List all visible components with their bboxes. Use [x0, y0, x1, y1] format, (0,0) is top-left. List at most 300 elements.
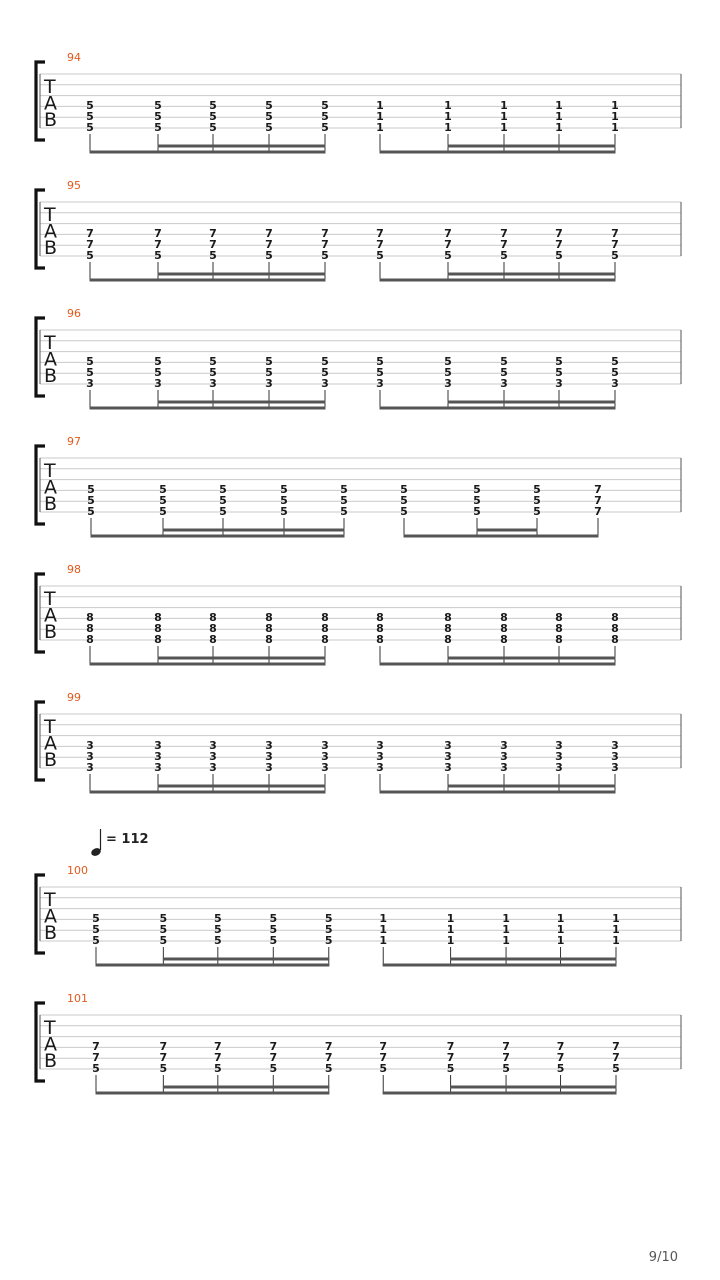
fret-number: 7 [376, 238, 384, 251]
fret-number: 8 [209, 633, 217, 646]
fret-number: 5 [214, 1062, 222, 1075]
measure-number: 101 [67, 992, 88, 1005]
fret-number: 5 [473, 494, 481, 507]
fret-number: 8 [376, 611, 384, 624]
beam [90, 151, 326, 154]
fret-number: 7 [611, 238, 619, 251]
tempo-value: = 112 [106, 832, 149, 847]
measure-number: 96 [67, 307, 81, 320]
fret-number: 3 [611, 761, 619, 774]
fret-number: 5 [92, 923, 100, 936]
fret-number: 5 [321, 110, 329, 123]
fret-number: 7 [214, 1040, 222, 1053]
fret-number: 3 [154, 377, 162, 390]
beam [96, 964, 330, 967]
fret-number: 1 [555, 121, 563, 134]
fret-number: 5 [533, 483, 541, 496]
tab-clef-letter: T [44, 716, 56, 738]
measure-number: 95 [67, 179, 81, 192]
fret-number: 1 [611, 121, 619, 134]
fret-number: 5 [92, 1062, 100, 1075]
fret-number: 3 [154, 761, 162, 774]
fret-number: 7 [209, 227, 217, 240]
fret-number: 5 [533, 494, 541, 507]
fret-number: 3 [209, 750, 217, 763]
fret-number: 5 [154, 366, 162, 379]
fret-number: 5 [159, 1062, 168, 1075]
fret-number: 7 [444, 227, 452, 240]
tab-clef-letter: B [44, 621, 58, 643]
fret-number: 5 [340, 483, 348, 496]
fret-number: 1 [612, 923, 620, 936]
fret-number: 5 [159, 934, 168, 947]
fret-number: 7 [612, 1051, 620, 1064]
fret-number: 8 [500, 622, 508, 635]
fret-number: 5 [376, 366, 384, 379]
tab-system [36, 179, 681, 282]
fret-number: 5 [340, 505, 348, 518]
fret-number: 5 [159, 912, 168, 925]
fret-number: 3 [500, 739, 508, 752]
fret-number: 5 [321, 355, 329, 368]
fret-number: 3 [86, 761, 94, 774]
fret-number: 3 [265, 377, 273, 390]
fret-number: 5 [265, 99, 273, 112]
fret-number: 5 [280, 494, 288, 507]
fret-number: 8 [321, 633, 329, 646]
fret-number: 7 [86, 238, 94, 251]
fret-number: 3 [154, 739, 162, 752]
fret-number: 1 [556, 912, 565, 925]
beam [477, 529, 538, 532]
fret-number: 7 [321, 227, 329, 240]
fret-number: 8 [209, 622, 217, 635]
fret-number: 5 [400, 494, 408, 507]
fret-number: 7 [379, 1051, 388, 1064]
fret-number: 1 [500, 99, 508, 112]
tab-clef-letter: B [44, 749, 58, 771]
fret-number: 7 [92, 1051, 100, 1064]
fret-number: 3 [376, 377, 384, 390]
fret-number: 5 [269, 923, 278, 936]
fret-number: 7 [209, 238, 217, 251]
fret-number: 7 [154, 238, 162, 251]
fret-number: 5 [324, 934, 333, 947]
fret-number: 1 [502, 923, 510, 936]
fret-number: 8 [611, 622, 619, 635]
fret-number: 5 [555, 366, 563, 379]
fret-number: 1 [379, 923, 388, 936]
beam [163, 1086, 329, 1089]
fret-number: 3 [265, 739, 273, 752]
fret-number: 7 [269, 1051, 278, 1064]
fret-number: 1 [555, 99, 563, 112]
fret-number: 7 [444, 238, 452, 251]
measure-number: 100 [67, 864, 88, 877]
fret-number: 5 [92, 934, 100, 947]
fret-number: 5 [265, 121, 273, 134]
beam [158, 273, 326, 276]
fret-number: 5 [86, 110, 94, 123]
fret-number: 1 [500, 121, 508, 134]
fret-number: 1 [555, 110, 563, 123]
fret-number: 5 [92, 912, 100, 925]
fret-number: 1 [611, 99, 619, 112]
tab-system [36, 307, 681, 410]
fret-number: 7 [555, 227, 563, 240]
fret-number: 5 [500, 355, 508, 368]
fret-number: 3 [444, 750, 452, 763]
fret-number: 8 [321, 611, 329, 624]
fret-number: 7 [265, 238, 273, 251]
fret-number: 1 [446, 923, 455, 936]
fret-number: 1 [612, 912, 620, 925]
fret-number: 8 [611, 633, 619, 646]
beam [163, 958, 329, 961]
fret-number: 5 [376, 249, 384, 262]
fret-number: 7 [446, 1051, 455, 1064]
fret-number: 5 [400, 505, 408, 518]
beam [90, 791, 326, 794]
fret-number: 1 [376, 99, 384, 112]
fret-number: 1 [611, 110, 619, 123]
measure-number: 97 [67, 435, 81, 448]
tab-system [36, 992, 681, 1095]
fret-number: 3 [265, 750, 273, 763]
fret-number: 3 [376, 761, 384, 774]
tempo-marking [90, 829, 149, 857]
fret-number: 5 [86, 249, 94, 262]
fret-number: 7 [502, 1040, 510, 1053]
fret-number: 7 [214, 1051, 222, 1064]
fret-number: 8 [444, 611, 452, 624]
fret-number: 8 [555, 633, 563, 646]
fret-number: 7 [324, 1040, 333, 1053]
fret-number: 5 [265, 366, 273, 379]
tab-clef-letter: T [44, 332, 56, 354]
fret-number: 5 [324, 912, 333, 925]
fret-number: 5 [611, 366, 619, 379]
fret-number: 3 [555, 761, 563, 774]
fret-number: 3 [86, 739, 94, 752]
tab-clef-letter: T [44, 204, 56, 226]
measure-number: 94 [67, 51, 81, 64]
fret-number: 7 [324, 1051, 333, 1064]
beam [158, 657, 326, 660]
fret-number: 5 [214, 923, 222, 936]
fret-number: 8 [500, 611, 508, 624]
tab-clef-letter: B [44, 237, 58, 259]
fret-number: 3 [209, 739, 217, 752]
fret-number: 5 [556, 1062, 565, 1075]
fret-number: 5 [154, 99, 162, 112]
fret-number: 5 [324, 1062, 333, 1075]
tab-clef-letter: A [44, 1033, 57, 1056]
fret-number: 5 [444, 366, 452, 379]
fret-number: 5 [444, 249, 452, 262]
fret-number: 5 [265, 249, 273, 262]
fret-number: 1 [502, 934, 510, 947]
fret-number: 8 [376, 633, 384, 646]
fret-number: 8 [376, 622, 384, 635]
fret-number: 8 [154, 611, 162, 624]
tab-clef-letter: A [44, 476, 57, 499]
fret-number: 7 [594, 494, 602, 507]
fret-number: 1 [556, 934, 565, 947]
fret-number: 5 [87, 494, 95, 507]
fret-number: 5 [265, 355, 273, 368]
fret-number: 8 [209, 611, 217, 624]
beam [163, 529, 345, 532]
fret-number: 8 [500, 633, 508, 646]
fret-number: 5 [86, 99, 94, 112]
fret-number: 5 [473, 505, 481, 518]
fret-number: 8 [444, 622, 452, 635]
tab-system [36, 51, 681, 154]
fret-number: 3 [321, 377, 329, 390]
tab-clef-letter: T [44, 588, 56, 610]
beam [383, 964, 617, 967]
fret-number: 7 [594, 505, 602, 518]
tab-clef-letter: A [44, 220, 57, 243]
fret-number: 1 [444, 99, 452, 112]
beam [404, 535, 599, 538]
fret-number: 8 [265, 622, 273, 635]
fret-number: 7 [86, 227, 94, 240]
fret-number: 7 [500, 227, 508, 240]
fret-number: 5 [154, 121, 162, 134]
fret-number: 5 [159, 505, 167, 518]
fret-number: 5 [500, 366, 508, 379]
fret-number: 5 [321, 121, 329, 134]
fret-number: 3 [321, 761, 329, 774]
fret-number: 3 [555, 377, 563, 390]
fret-number: 3 [86, 377, 94, 390]
tab-clef-letter: A [44, 604, 57, 627]
fret-number: 5 [612, 1062, 620, 1075]
fret-number: 5 [154, 355, 162, 368]
tab-clef-letter: A [44, 348, 57, 371]
fret-number: 5 [87, 483, 95, 496]
fret-number: 1 [446, 934, 455, 947]
fret-number: 3 [86, 750, 94, 763]
tab-system [36, 691, 681, 794]
fret-number: 3 [376, 739, 384, 752]
tab-clef-letter: T [44, 889, 56, 911]
tab-clef-letter: A [44, 905, 57, 928]
fret-number: 8 [154, 622, 162, 635]
fret-number: 8 [321, 622, 329, 635]
fret-number: 1 [379, 934, 388, 947]
fret-number: 8 [86, 622, 94, 635]
fret-number: 3 [444, 739, 452, 752]
beam [90, 407, 326, 410]
fret-number: 1 [444, 110, 452, 123]
fret-number: 5 [219, 505, 227, 518]
tab-clef-letter: T [44, 1017, 56, 1039]
fret-number: 8 [154, 633, 162, 646]
fret-number: 5 [154, 249, 162, 262]
fret-number: 1 [612, 934, 620, 947]
fret-number: 5 [87, 505, 95, 518]
fret-number: 5 [159, 483, 167, 496]
fret-number: 5 [159, 923, 168, 936]
fret-number: 5 [269, 1062, 278, 1075]
beam [158, 401, 326, 404]
fret-number: 5 [321, 249, 329, 262]
fret-number: 3 [265, 761, 273, 774]
fret-number: 5 [209, 249, 217, 262]
fret-number: 5 [209, 99, 217, 112]
fret-number: 7 [265, 227, 273, 240]
fret-number: 5 [219, 494, 227, 507]
fret-number: 3 [555, 750, 563, 763]
fret-number: 5 [324, 923, 333, 936]
fret-number: 5 [214, 934, 222, 947]
fret-number: 5 [209, 366, 217, 379]
fret-number: 7 [556, 1051, 565, 1064]
fret-number: 5 [219, 483, 227, 496]
tab-clef-letter: B [44, 493, 58, 515]
fret-number: 5 [340, 494, 348, 507]
measure-number: 99 [67, 691, 81, 704]
fret-number: 3 [154, 750, 162, 763]
fret-number: 5 [473, 483, 481, 496]
tab-system [36, 563, 681, 666]
tab-clef-letter: B [44, 109, 58, 131]
beam [158, 785, 326, 788]
fret-number: 7 [556, 1040, 565, 1053]
fret-number: 1 [376, 121, 384, 134]
fret-number: 3 [611, 377, 619, 390]
fret-number: 1 [379, 912, 388, 925]
fret-number: 3 [500, 761, 508, 774]
fret-number: 1 [376, 110, 384, 123]
fret-number: 5 [611, 249, 619, 262]
tab-clef-letter: T [44, 76, 56, 98]
fret-number: 1 [500, 110, 508, 123]
fret-number: 3 [444, 761, 452, 774]
fret-number: 5 [86, 121, 94, 134]
fret-number: 7 [555, 238, 563, 251]
fret-number: 3 [444, 377, 452, 390]
fret-number: 5 [502, 1062, 510, 1075]
tab-clef-letter: A [44, 732, 57, 755]
beam [448, 657, 616, 660]
fret-number: 5 [154, 110, 162, 123]
fret-number: 5 [214, 912, 222, 925]
fret-number: 5 [376, 355, 384, 368]
fret-number: 3 [555, 739, 563, 752]
fret-number: 5 [269, 934, 278, 947]
beam [380, 151, 616, 154]
beam [380, 407, 616, 410]
beam [448, 145, 616, 148]
fret-number: 8 [611, 611, 619, 624]
fret-number: 7 [612, 1040, 620, 1053]
fret-number: 8 [555, 622, 563, 635]
fret-number: 1 [446, 912, 455, 925]
fret-number: 5 [86, 366, 94, 379]
fret-number: 5 [209, 121, 217, 134]
beam [96, 1092, 330, 1095]
fret-number: 5 [86, 355, 94, 368]
fret-number: 3 [321, 750, 329, 763]
beam [380, 663, 616, 666]
beam [158, 145, 326, 148]
beam [448, 273, 616, 276]
fret-number: 7 [269, 1040, 278, 1053]
measure-number: 98 [67, 563, 81, 576]
fret-number: 7 [92, 1040, 100, 1053]
fret-number: 1 [502, 912, 510, 925]
fret-number: 3 [500, 750, 508, 763]
fret-number: 8 [86, 611, 94, 624]
beam [380, 791, 616, 794]
beam [91, 535, 345, 538]
beam [383, 1092, 617, 1095]
tab-clef-letter: A [44, 92, 57, 115]
fret-number: 7 [594, 483, 602, 496]
fret-number: 8 [265, 611, 273, 624]
fret-number: 5 [446, 1062, 455, 1075]
fret-number: 8 [444, 633, 452, 646]
fret-number: 5 [280, 483, 288, 496]
fret-number: 7 [446, 1040, 455, 1053]
beam [448, 401, 616, 404]
tab-system [36, 435, 681, 538]
fret-number: 7 [379, 1040, 388, 1053]
fret-number: 7 [500, 238, 508, 251]
fret-number: 3 [209, 761, 217, 774]
fret-number: 7 [321, 238, 329, 251]
fret-number: 3 [611, 750, 619, 763]
fret-number: 5 [265, 110, 273, 123]
fret-number: 7 [611, 227, 619, 240]
fret-number: 5 [555, 355, 563, 368]
fret-number: 1 [444, 121, 452, 134]
fret-number: 5 [321, 366, 329, 379]
fret-number: 8 [86, 633, 94, 646]
fret-number: 5 [321, 99, 329, 112]
fret-number: 3 [376, 750, 384, 763]
beam [448, 785, 616, 788]
fret-number: 7 [376, 227, 384, 240]
fret-number: 5 [533, 505, 541, 518]
fret-number: 5 [500, 249, 508, 262]
fret-number: 5 [159, 494, 167, 507]
fret-number: 5 [269, 912, 278, 925]
fret-number: 5 [400, 483, 408, 496]
fret-number: 7 [154, 227, 162, 240]
tab-clef-letter: B [44, 922, 58, 944]
tab-clef-letter: B [44, 1050, 58, 1072]
fret-number: 8 [265, 633, 273, 646]
fret-number: 3 [611, 739, 619, 752]
fret-number: 3 [500, 377, 508, 390]
tab-clef-letter: B [44, 365, 58, 387]
beam [380, 279, 616, 282]
tab-system [36, 864, 681, 967]
fret-number: 5 [555, 249, 563, 262]
fret-number: 5 [280, 505, 288, 518]
beam [450, 958, 616, 961]
fret-number: 8 [555, 611, 563, 624]
fret-number: 1 [556, 923, 565, 936]
beam [450, 1086, 616, 1089]
fret-number: 7 [159, 1051, 168, 1064]
tab-clef-letter: T [44, 460, 56, 482]
